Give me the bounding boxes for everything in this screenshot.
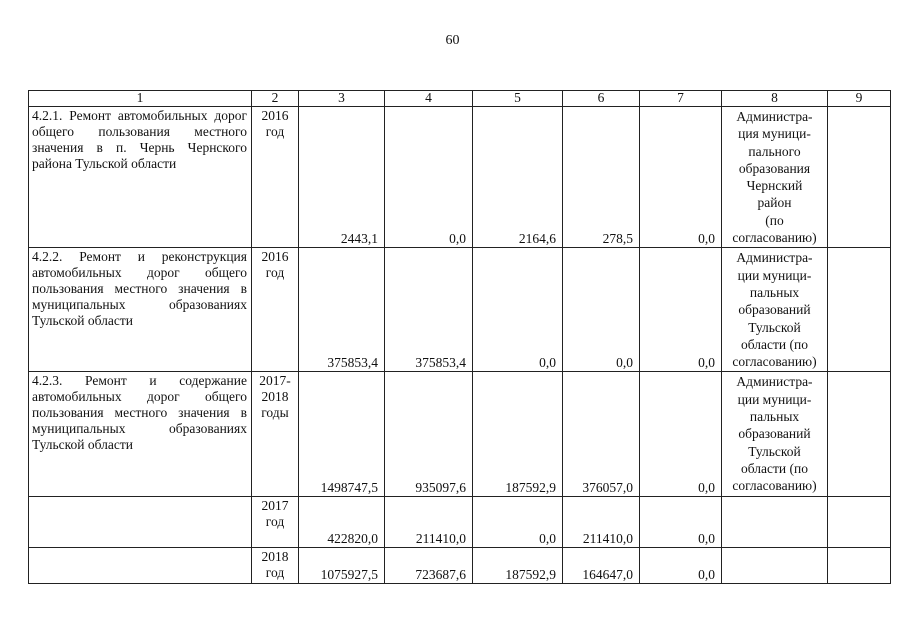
program-table [28, 90, 891, 584]
value-cell: 164647,0 [563, 547, 640, 583]
empty-cell [828, 248, 891, 372]
measure-name: 4.2.2. Ремонт и реконструкция автомобильных дорог общего пользования местного значения в муниципальных образованиях Тульской области [29, 248, 252, 372]
responsible-line: пальных [749, 409, 800, 425]
header-cell: 5 [473, 91, 563, 107]
responsible-line: ции муници- [737, 267, 812, 283]
table-row [29, 547, 891, 583]
responsible-line: согласованию) [732, 478, 817, 494]
value-cell: 0,0 [385, 107, 473, 248]
empty-cell [828, 547, 891, 583]
year-cell: 2018 год [252, 547, 299, 583]
table-row [29, 496, 891, 547]
header-cell: 2 [252, 91, 299, 107]
value-cell: 0,0 [640, 372, 722, 496]
measure-name [29, 496, 252, 547]
responsible-line: области (по [741, 336, 808, 352]
responsible-cell [722, 248, 828, 372]
value-cell: 211410,0 [385, 496, 473, 547]
responsible-line: Администра- [736, 374, 813, 390]
responsible-line: ции муници- [737, 391, 812, 407]
header-cell: 6 [563, 91, 640, 107]
value-cell: 0,0 [640, 496, 722, 547]
value-cell: 0,0 [563, 248, 640, 372]
header-cell: 7 [640, 91, 722, 107]
responsible-line: Чернский [746, 178, 803, 194]
responsible-line: ция муници- [738, 126, 811, 142]
year-cell: 2017 год [252, 496, 299, 547]
responsible-line: пальных [749, 284, 800, 300]
table-row [29, 248, 891, 372]
responsible-line: области (по [741, 460, 808, 476]
header-cell: 4 [385, 91, 473, 107]
value-cell: 0,0 [640, 248, 722, 372]
responsible-line: образования [738, 160, 811, 176]
measure-name [29, 547, 252, 583]
value-cell: 187592,9 [473, 547, 563, 583]
responsible-cell [722, 372, 828, 496]
value-cell: 723687,6 [385, 547, 473, 583]
year-cell: 2016 год [252, 107, 299, 248]
responsible-cell [722, 107, 828, 248]
header-cell: 9 [828, 91, 891, 107]
header-row [29, 91, 891, 107]
value-cell: 1075927,5 [299, 547, 385, 583]
value-cell: 422820,0 [299, 496, 385, 547]
responsible-line: Администра- [736, 109, 813, 124]
table-row [29, 107, 891, 248]
value-cell: 0,0 [473, 496, 563, 547]
value-cell: 375853,4 [385, 248, 473, 372]
responsible-line: согласованию) [732, 354, 817, 370]
value-cell: 278,5 [563, 107, 640, 248]
empty-cell [828, 372, 891, 496]
header-cell: 8 [722, 91, 828, 107]
responsible-line: Тульской [748, 319, 801, 335]
responsible-line: Тульской [748, 443, 801, 459]
value-cell: 0,0 [473, 248, 563, 372]
header-cell: 1 [29, 91, 252, 107]
responsible-line: пального [748, 143, 801, 159]
value-cell: 0,0 [640, 107, 722, 248]
responsible-line: согласованию) [732, 230, 817, 246]
value-cell: 2443,1 [299, 107, 385, 248]
table-row [29, 372, 891, 496]
value-cell: 376057,0 [563, 372, 640, 496]
page-number: 60 [445, 33, 460, 48]
year-cell: 2017-2018 годы [252, 372, 299, 496]
responsible-line: образований [738, 302, 811, 318]
value-cell: 211410,0 [563, 496, 640, 547]
measure-name: 4.2.1. Ремонт автомобильных дорог общего пользования местного значения в п. Чернь Чернского района Тульской области [29, 107, 252, 248]
header-cell: 3 [299, 91, 385, 107]
value-cell: 375853,4 [299, 248, 385, 372]
year-cell: 2016 год [252, 248, 299, 372]
value-cell: 935097,6 [385, 372, 473, 496]
responsible-line: район [757, 195, 792, 211]
value-cell: 1498747,5 [299, 372, 385, 496]
value-cell: 0,0 [640, 547, 722, 583]
empty-cell [722, 496, 828, 547]
value-cell: 187592,9 [473, 372, 563, 496]
responsible-line: (по [765, 212, 784, 228]
responsible-line: Администра- [736, 250, 813, 266]
value-cell: 2164,6 [473, 107, 563, 248]
empty-cell [722, 547, 828, 583]
empty-cell [828, 496, 891, 547]
empty-cell [828, 107, 891, 248]
responsible-line: образований [738, 426, 811, 442]
measure-name: 4.2.3. Ремонт и содержание автомобильных дорог общего пользования местного значения в муниципальных образованиях Тульской области [29, 372, 252, 496]
